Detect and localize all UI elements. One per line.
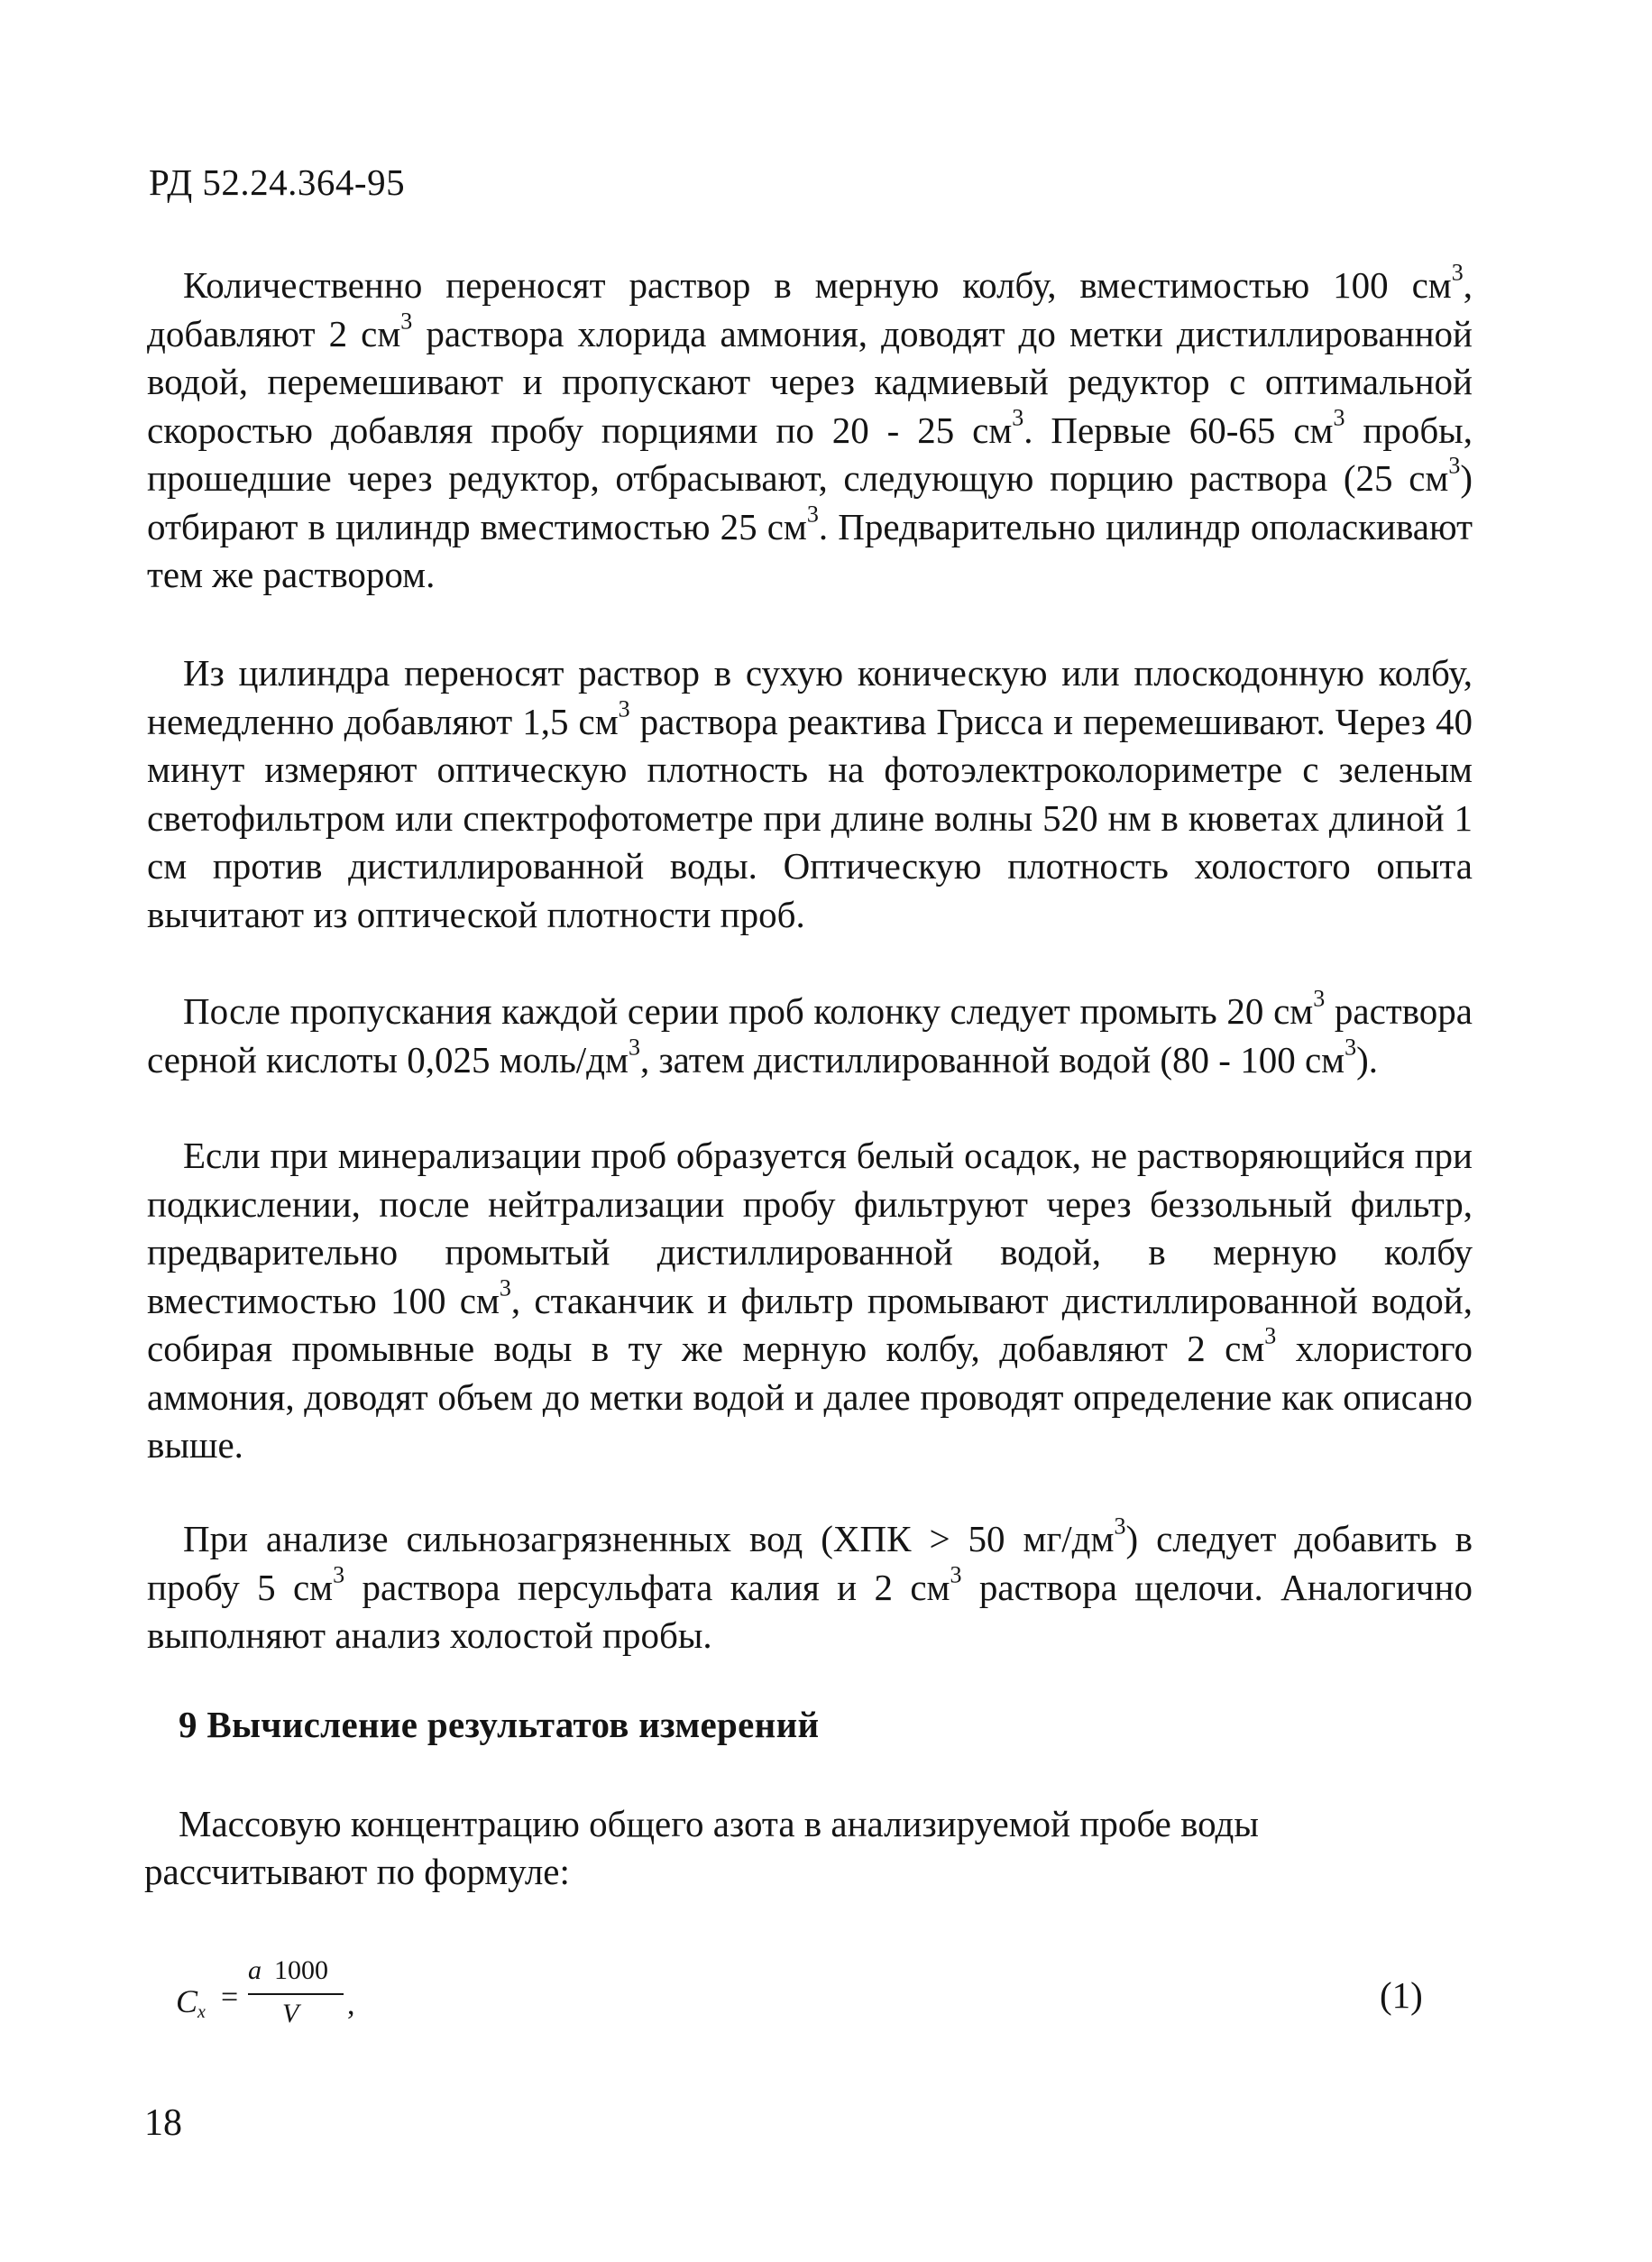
p5-text: раствора щелочи. Аналогично выполняют анализ холостой пробы. (147, 1566, 1473, 1656)
superscript: 3 (1012, 404, 1024, 430)
paragraph-5 (147, 1515, 1473, 1660)
p4-text: хлористого аммония, доводят объем до метки водой и далее проводят определение как описано выше. (147, 1328, 1473, 1466)
superscript: 3 (400, 308, 413, 334)
p1-text: раствора хлорида аммония, доводят до метки дистиллированной водой, перемешивают и пропускают через кадмиевый редуктор с оптимальной скоростью добавляя пробу порциями по 20 - 25 см (147, 312, 1473, 451)
superscript: 3 (1114, 1513, 1126, 1540)
paragraph-3 (147, 985, 1473, 1084)
superscript: 3 (1333, 404, 1345, 430)
p1-text: пробы, прошедшие через редуктор, отбрасывают, следующую порцию раствора (25 см (147, 409, 1473, 499)
formula-comma: , (347, 1988, 355, 2021)
superscript: 3 (1345, 1034, 1357, 1060)
superscript: 3 (1448, 452, 1461, 479)
paragraph-2 (147, 649, 1473, 939)
superscript: 3 (1313, 985, 1326, 1012)
formula-intro-line-2: рассчитывают по формуле: (144, 1851, 570, 1892)
p1-text: . Предварительно цилиндр ополаскивают тем же раствором. (147, 505, 1473, 595)
p3-text: , затем дистиллированной водой (80 - 100 см (639, 1038, 1345, 1080)
p3-text: ). (1356, 1038, 1378, 1080)
p1-text: Количественно переносят раствор в мерную колбу, вместимостью 100 см (183, 264, 1452, 306)
p4-text: , стаканчик и фильтр промывают дистиллированной водой, собирая промывные воды в ту же мерную колбу, добавляют 2 см (147, 1279, 1473, 1369)
p1-text: . Первые 60-65 см (1023, 409, 1334, 451)
formula-intro (144, 1800, 1470, 1896)
formula-equals: = (221, 1981, 239, 2014)
formula-lhs-symbol: C (176, 1983, 198, 2019)
p4-text: Если при минерализации проб образуется белый осадок, не растворяющийся при подкислении, после нейтрализации пробу фильтруют через беззольный фильтр, предварительно промытый дистиллированной водой, в мерную колбу вместимостью 100 см (147, 1135, 1473, 1321)
superscript: 3 (1264, 1322, 1277, 1349)
formula-lhs (176, 1982, 206, 2023)
p1-text: ) отбирают в цилиндр вместимостью 25 см (147, 457, 1473, 547)
paragraph-1 (147, 259, 1473, 600)
superscript: 3 (806, 501, 819, 527)
formula-numerator-const: 1000 (274, 1955, 328, 1985)
p1-text: , добавляют 2 см (147, 264, 1473, 354)
formula-numerator (248, 1955, 328, 1986)
p3-text: После пропускания каждой серии проб колонку следует промыть 20 см (183, 990, 1314, 1032)
paragraph-4 (147, 1132, 1473, 1470)
equation-number: (1) (1380, 1974, 1423, 2016)
document-code: РД 52.24.364-95 (149, 161, 406, 203)
p5-text: При анализе сильнозагрязненных вод (ХПК > 50 мг/дм (183, 1518, 1115, 1559)
p3-text: раствора серной кислоты 0,025 моль/дм (147, 990, 1473, 1080)
formula-denominator: V (282, 1999, 299, 2028)
superscript: 3 (1451, 259, 1464, 286)
section-heading: 9 Вычисление результатов измерений (179, 1704, 820, 1745)
superscript: 3 (628, 1034, 640, 1060)
superscript: 3 (950, 1561, 962, 1587)
p2-text: раствора реактива Грисса и перемешивают. Через 40 минут измеряют оптическую плотность на фотоэлектроколориметре с зеленым светофильтром или спектрофотометре при длине волны 520 нм в кюветах длиной 1 см против дистиллированной воды. Оптическую плотность холостого опыта вычитают из оптической плотности проб. (147, 700, 1473, 935)
fraction-bar (248, 1993, 344, 1995)
superscript: 3 (333, 1561, 345, 1587)
page-number: 18 (144, 2102, 182, 2144)
concentration-formula (176, 1955, 392, 2046)
formula-lhs-subscript: x (197, 2002, 206, 2022)
p5-text: ) следует добавить в пробу 5 см (147, 1518, 1473, 1608)
formula-intro-line-1: Массовую концентрацию общего азота в анализируемой пробе воды (179, 1803, 1259, 1844)
p5-text: раствора персульфата калия и 2 см (344, 1566, 950, 1608)
superscript: 3 (499, 1274, 511, 1301)
formula-numerator-var: a (248, 1955, 262, 1985)
p2-text: Из цилиндра переносят раствор в сухую коническую или плоскодонную колбу, немедленно добавляют 1,5 см (147, 652, 1473, 742)
superscript: 3 (618, 695, 630, 722)
